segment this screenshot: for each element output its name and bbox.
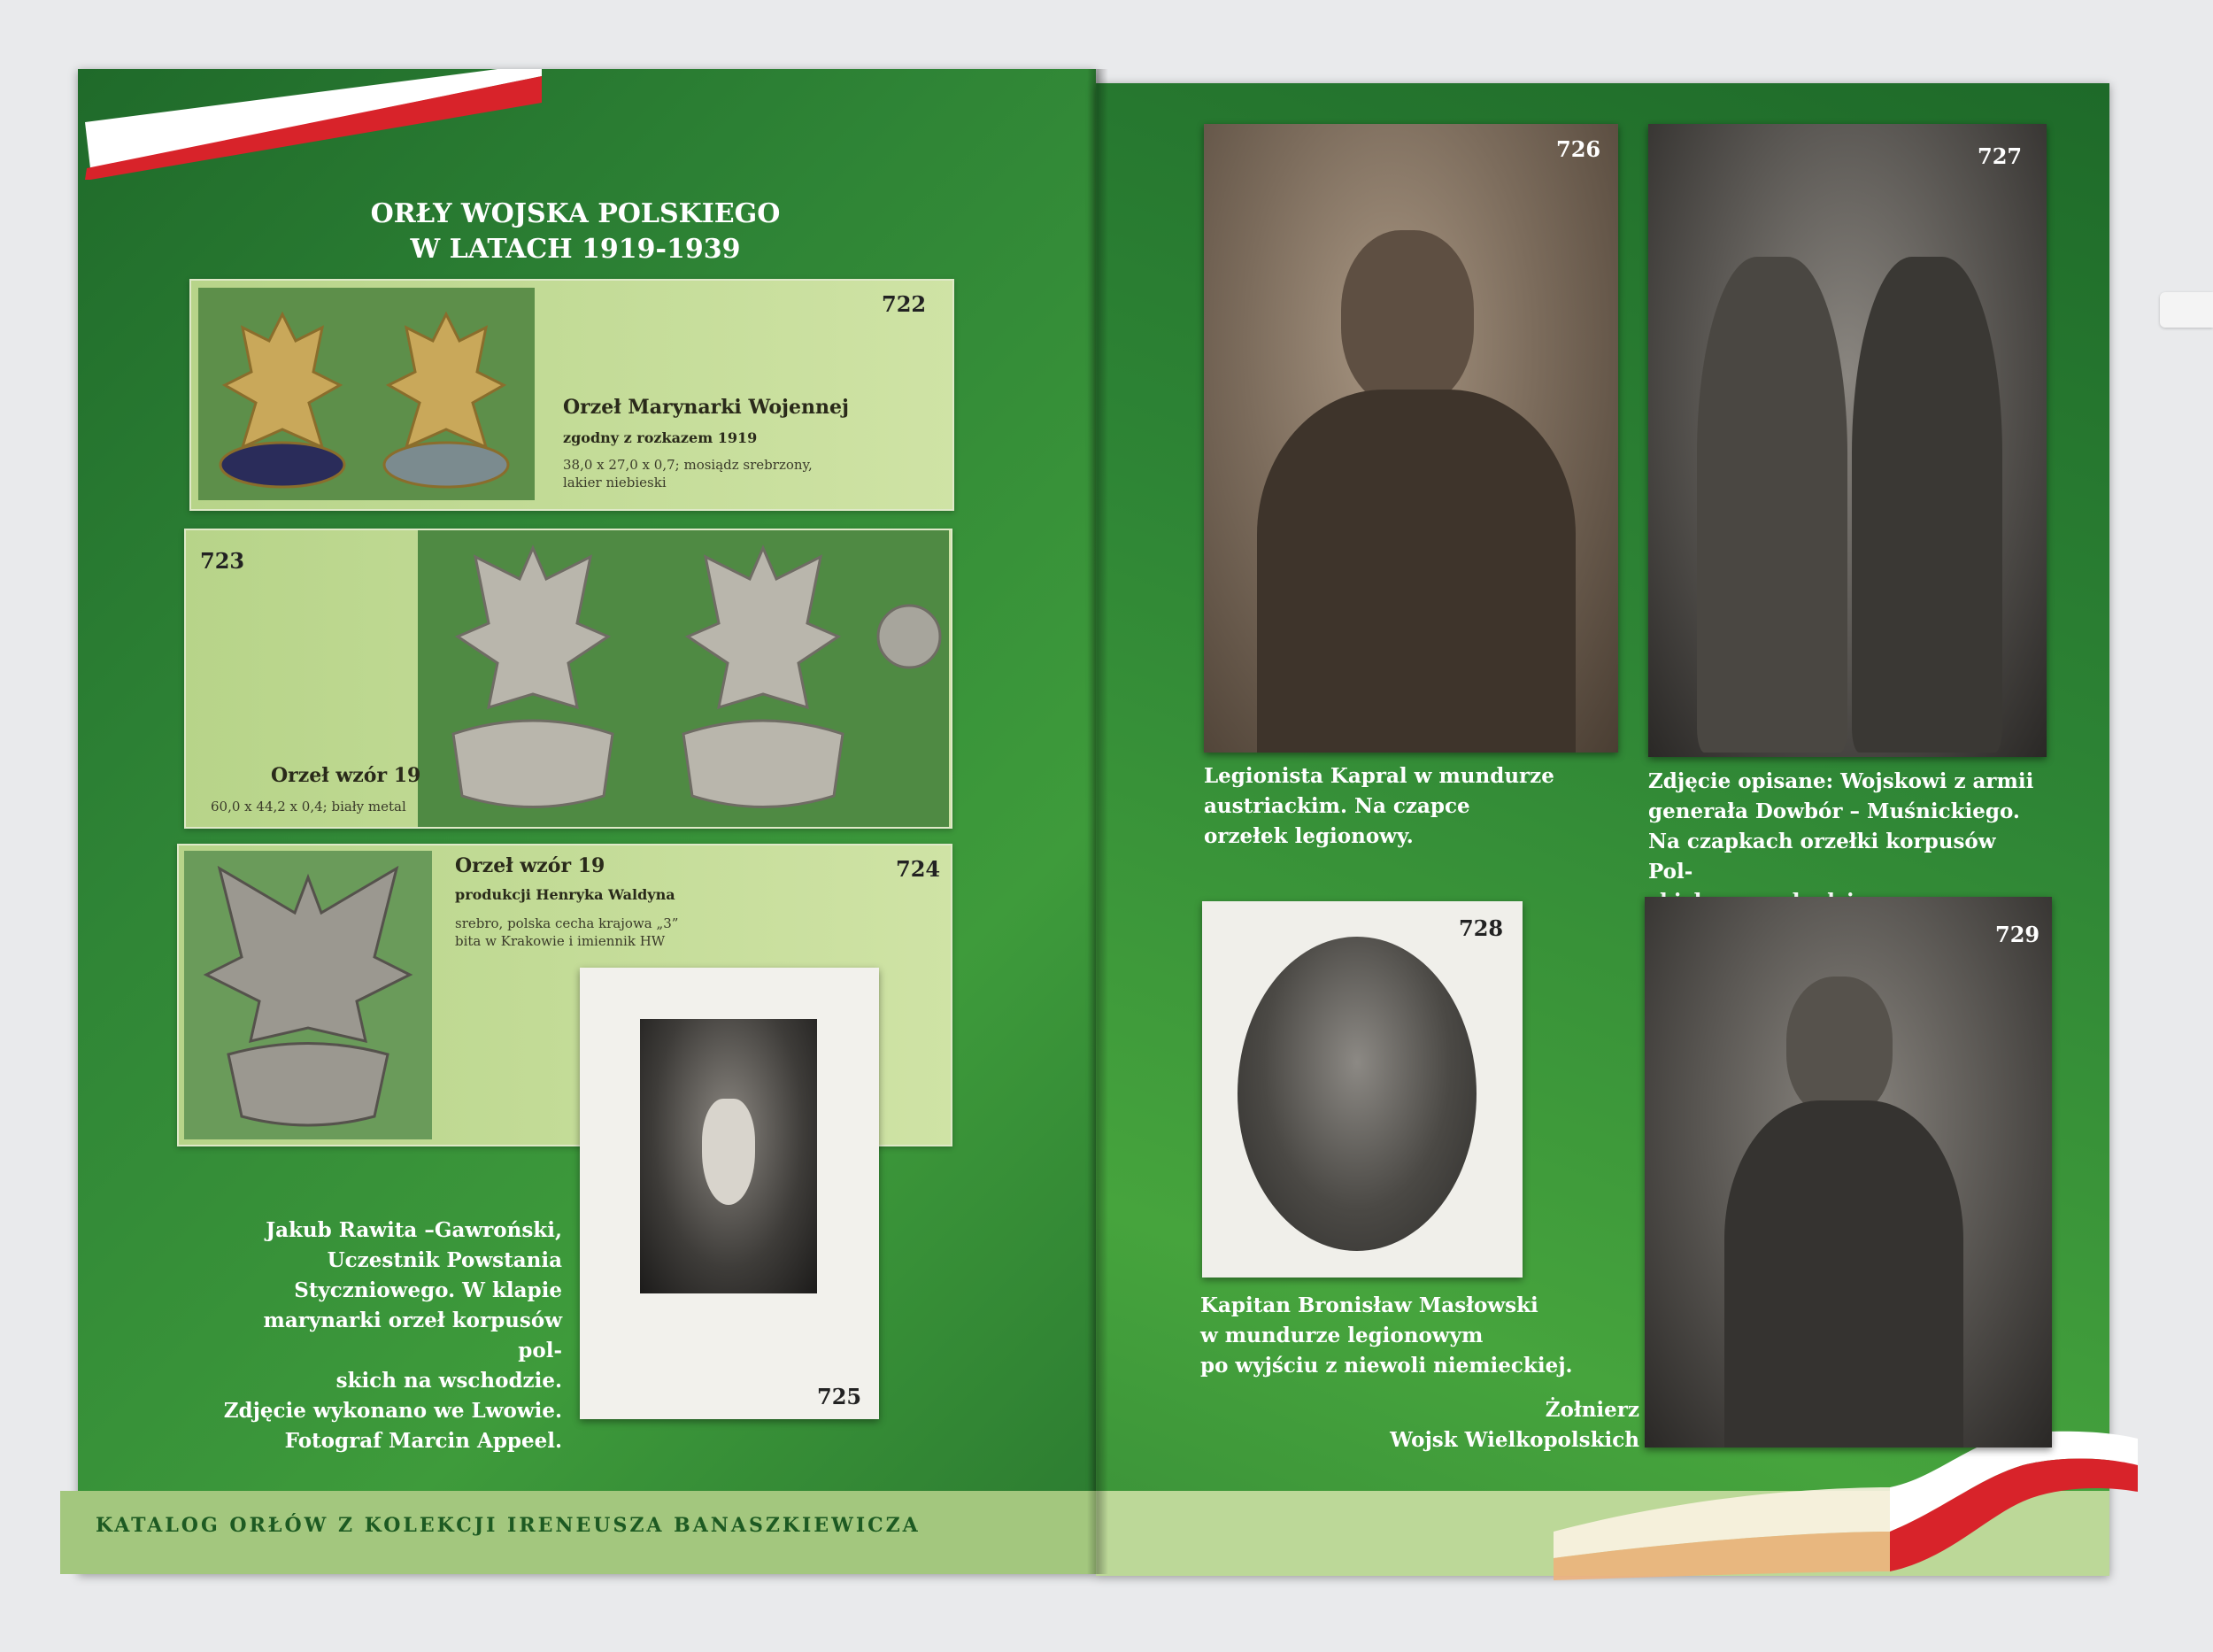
catalog-section-title [292,197,859,267]
portrait-725-image [640,1019,817,1293]
uniform-shape [1724,1100,1963,1447]
item-details [563,456,813,491]
portrait-head [1341,230,1474,407]
eagle-badge-pair-image [198,288,535,500]
item-panel-723 [184,529,952,829]
item-details-line: 38,0 x 27,0 x 0,7; mosiądz srebrzony, [563,457,813,473]
caption-line: w mundurze legionowym [1200,1324,1484,1347]
caption-line: Styczniowego. W klapie [294,1278,562,1302]
photo-number: 728 [1459,915,1504,941]
soldier-left-shape [1697,257,1847,753]
polish-flag-ribbon-top [81,69,542,180]
item-number: 722 [882,291,927,317]
caption-line: Uczestnik Powstania [327,1248,562,1272]
spread-gutter [1087,69,1108,1574]
paper-clip [2160,292,2213,328]
caption-line: po wyjściu z niewoli niemieckiej. [1200,1354,1573,1378]
portrait-head [1786,977,1893,1118]
photo-729-caption [1381,1395,1639,1455]
catalog-footer: KATALOG ORŁÓW Z KOLEKCJI IRENEUSZA BANASZKIEWICZA [96,1514,921,1537]
photo-725-mount [580,968,879,1419]
photo-number: 725 [817,1384,862,1409]
item-details-line: lakier niebieski [563,475,667,490]
item-number: 723 [200,548,245,574]
item-subtitle: produkcji Henryka Waldyna [455,886,675,903]
title-line-2: W LATACH 1919-1939 [410,234,741,265]
caption-line: skich na wschodzie. [335,1369,562,1393]
item-details: 60,0 x 44,2 x 0,4; biały metal [211,799,406,814]
item-title: Orzeł Marynarki Wojennej [563,396,849,419]
caption-line: Kapitan Bronisław Masłowski [1200,1293,1538,1317]
item-title: Orzeł wzór 19 [271,764,421,787]
caption-line: Fotograf Marcin Appeel. [284,1429,562,1453]
portrait-728-oval [1238,937,1477,1251]
caption-line: generała Dowbór – Muśnickiego. [1648,799,2020,823]
item-number: 724 [896,856,941,882]
photo-728-caption [1200,1291,1643,1381]
item-panel-722 [189,279,954,511]
photo-725-caption [221,1216,562,1456]
caption-line: Legionista Kapral w mundurze [1204,764,1554,788]
caption-line: austriackim. Na czapce [1204,794,1470,818]
photo-number: 726 [1556,136,1601,162]
caption-line: marynarki orzeł korpusów pol- [263,1308,562,1363]
photo-727-image [1648,124,2047,757]
caption-line: Zdjęcie wykonano we Lwowie. [223,1399,562,1423]
photo-726-caption [1204,761,1620,852]
item-details [455,915,678,950]
uniform-shape [1257,390,1576,753]
caption-line: Zdjęcie opisane: Wojskowi z armii [1648,769,2034,793]
photo-number: 729 [1995,922,2040,947]
item-details-line: bita w Krakowie i imiennik HW [455,933,666,949]
item-details-line: srebro, polska cecha krajowa „3” [455,915,679,931]
caption-line: Wojsk Wielkopolskich [1390,1428,1639,1452]
title-line-1: ORŁY WOJSKA POLSKIEGO [370,198,781,229]
caption-line: Żołnierz [1545,1398,1639,1422]
photo-727-caption [1648,767,2038,917]
beard-shape [702,1099,755,1205]
caption-line: Na czapkach orzełki korpusów Pol- [1648,830,1996,884]
photo-number: 727 [1978,143,2023,169]
photo-726-image [1204,124,1618,753]
caption-line: Jakub Rawita –Gawroński, [266,1218,562,1242]
silver-eagle-waldyn-image [184,851,432,1139]
photo-729-image [1645,897,2052,1447]
caption-line: orzełek legionowy. [1204,824,1414,848]
item-subtitle: zgodny z rozkazem 1919 [563,429,758,446]
silver-eagle-badges-image [418,530,949,827]
soldier-right-shape [1852,257,2002,753]
polish-flag-ribbon-bottom [1554,1425,2142,1580]
item-title: Orzeł wzór 19 [455,854,605,877]
photo-728-mount [1202,901,1523,1278]
